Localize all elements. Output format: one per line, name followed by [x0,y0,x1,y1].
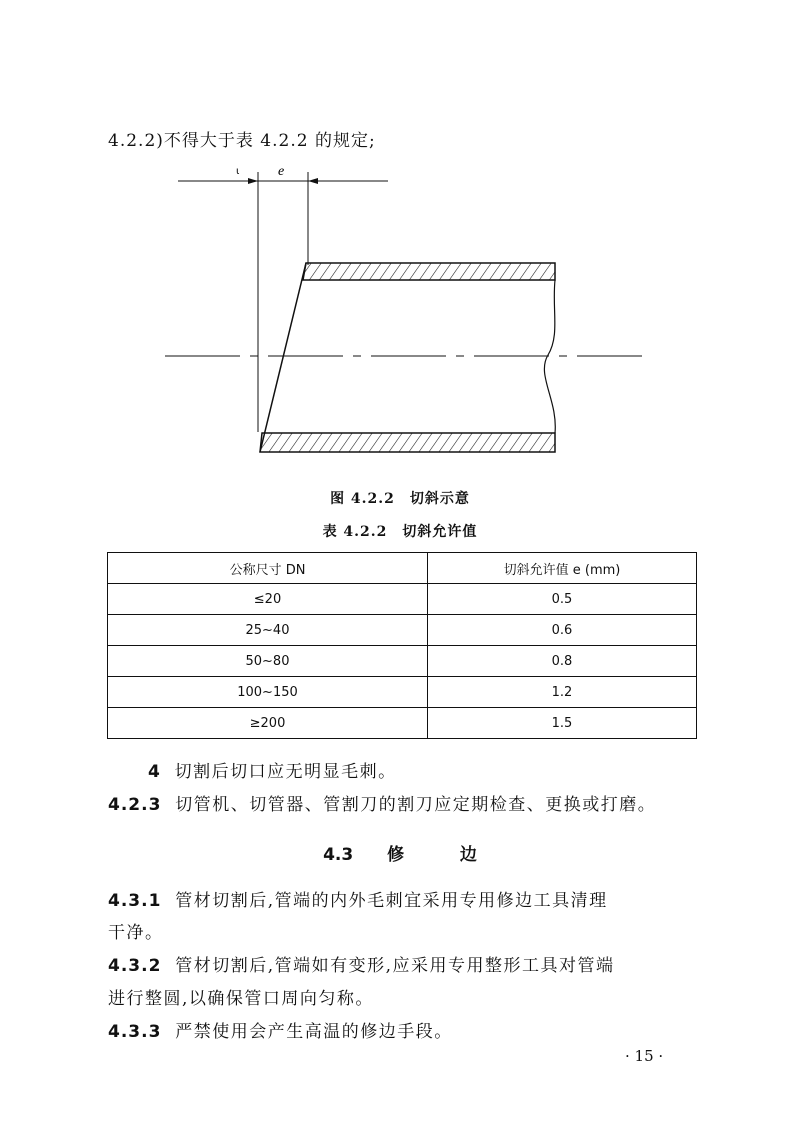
clause-number: 4.3.1 [108,891,162,911]
table-row [108,615,697,646]
item-4 [148,757,397,782]
intro-line: 4.2.2)不得大于表 4.2.2 的规定; [108,131,376,151]
table-cell: ≤20 [108,584,428,615]
page-number: · 15 · [625,1047,664,1065]
clause-text: 管材切割后,管端的内外毛刺宜采用专用修边工具清理 [175,891,608,911]
clause-4-2-3 [108,790,656,815]
arrow-head [248,178,258,184]
figure-caption: 图 4.2.2 切斜示意 [330,491,470,507]
table-header-row [108,553,697,584]
arrow-head [308,178,318,184]
clause-text: 严禁使用会产生高温的修边手段。 [175,1022,453,1042]
clause-4-3-2-cont: 进行整圆,以确保管口周向匀称。 [108,989,374,1009]
clause-number: 4.3.2 [108,956,162,976]
table-row [108,646,697,677]
section-number: 4.3 [323,845,354,865]
clause-4-3-3 [108,1017,453,1042]
clause-number: 4.2.3 [108,795,162,815]
clause-number: 4.3.3 [108,1022,162,1042]
clause-4-3-1 [108,886,608,911]
table-header-cell: 公称尺寸 DN [108,553,428,584]
table-row [108,677,697,708]
section-title-a: 修 [387,845,405,865]
table-cell: 0.5 [428,584,697,615]
table-cell: 1.2 [428,677,697,708]
clause-text: 管材切割后,管端如有变形,应采用专用整形工具对管端 [175,956,615,976]
table-cell: 50~80 [108,646,428,677]
pipe-top-wall [303,263,555,280]
table-cell: 0.6 [428,615,697,646]
dimension-mark: ι [236,166,240,177]
clause-text: 切管机、切管器、管割刀的割刀应定期检查、更换或打磨。 [175,795,657,815]
dimension-label-e: e [278,164,285,179]
section-title-b: 边 [459,845,477,865]
pipe-cut-diagram [150,150,650,460]
table-cell: 0.8 [428,646,697,677]
pipe-cut-edge [260,263,306,452]
table-row [108,708,697,739]
table-row [108,584,697,615]
table-cell: ≥200 [108,708,428,739]
pipe-bottom-wall [260,433,555,452]
item-text: 切割后切口应无明显毛刺。 [174,762,397,782]
table-cell: 25~40 [108,615,428,646]
clause-4-3-2 [108,951,615,976]
table-cell: 100~150 [108,677,428,708]
section-heading [0,840,800,865]
table-cell: 1.5 [428,708,697,739]
item-number: 4 [148,762,161,782]
table-title: 表 4.2.2 切斜允许值 [322,524,478,540]
tolerance-table [107,552,697,739]
table-header-cell: 切斜允许值 e (mm) [428,553,697,584]
clause-4-3-1-cont: 干净。 [108,923,164,943]
